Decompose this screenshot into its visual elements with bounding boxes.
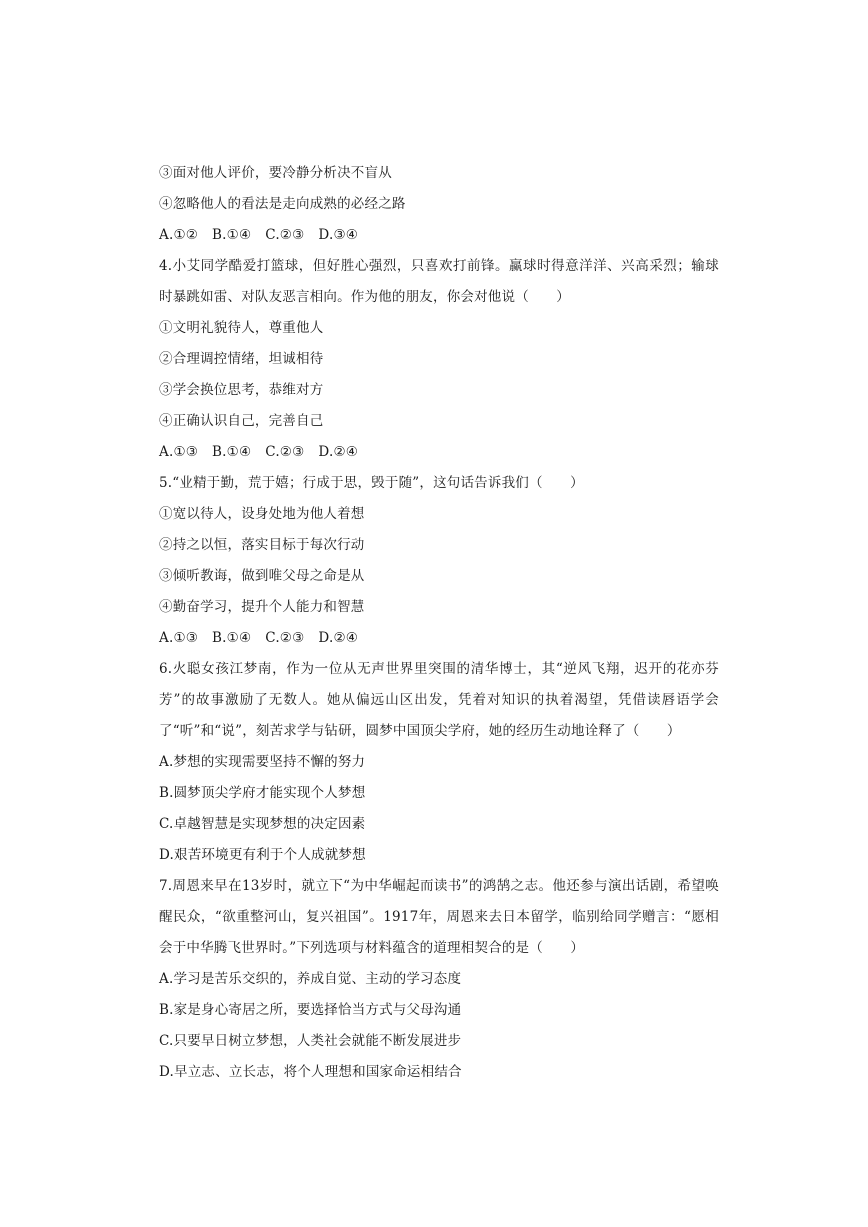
q3-option-d: D.③④ [318,227,359,243]
q7-choice-c: C.只要早日树立梦想，人类社会就能不断发展进步 [159,1033,462,1049]
q5-option-b: B.①④ [212,630,252,646]
q4-item-1: ①文明礼貌待人，尊重他人 [159,320,324,336]
q7-stem: 7.周恩来早在13岁时，就立下“为中华崛起而读书”的鸿鹄之志。他还参与演出话剧，希望唤醒民众，“欲重整河山，复兴祖国”。1917年，周恩来去日本留学，临别给同学赠言：“愿相会于中华腾飞世界时。”下列选项与材料蕴含的道理相契合的是（ ） [159,878,719,956]
q4-option-d: D.②④ [318,444,359,460]
q6-choice-a: A.梦想的实现需要坚持不懈的努力 [159,754,366,770]
q3-option-c: C.②③ [265,227,305,243]
q6-choice-b: B.圆梦顶尖学府才能实现个人梦想 [159,785,366,801]
q3-item-4: ④忽略他人的看法是走向成熟的必经之路 [159,196,406,212]
q3-item-3: ③面对他人评价，要冷静分析决不盲从 [159,165,392,181]
q4-item-3: ③学会换位思考，恭维对方 [159,382,324,398]
q4-item-2: ②合理调控情绪，坦诚相待 [159,351,324,367]
q7-choice-a: A.学习是苦乐交织的，养成自觉、主动的学习态度 [159,971,462,987]
q6-stem: 6.火聪女孩江梦南，作为一位从无声世界里突围的清华博士，其“逆风飞翔，迟开的花亦芬芳”的故事激励了无数人。她从偏远山区出发，凭着对知识的执着渴望，凭借读唇语学会了“听”和“说”，刻苦求学与钻研，圆梦中国顶尖学府，她的经历生动地诠释了（ ） [159,661,719,739]
q5-option-c: C.②③ [265,630,305,646]
q5-option-a: A.①③ [159,630,199,646]
q5-item-3: ③倾听教诲，做到唯父母之命是从 [159,568,365,584]
q4-option-b: B.①④ [212,444,252,460]
q4-options [159,437,719,468]
q5-options [159,623,719,654]
q4-option-a: A.①③ [159,444,199,460]
q6-choice-c: C.卓越智慧是实现梦想的决定因素 [159,816,366,832]
q7-choice-d: D.早立志、立长志，将个人理想和国家命运相结合 [159,1064,462,1080]
q4-option-c: C.②③ [265,444,305,460]
q3-option-a: A.①② [159,227,199,243]
q4-stem: 4.小艾同学酷爱打篮球，但好胜心强烈，只喜欢打前锋。赢球时得意洋洋、兴高采烈；输球时暴跳如雷、对队友恶言相向。作为他的朋友，你会对他说（ ） [159,258,719,305]
q7-choice-b: B.家是身心寄居之所，要选择恰当方式与父母沟通 [159,1002,462,1018]
q6-choice-d: D.艰苦环境更有利于个人成就梦想 [159,847,366,863]
q3-options [159,220,719,251]
q5-option-d: D.②④ [318,630,359,646]
q5-item-1: ①宽以待人，设身处地为他人着想 [159,506,365,522]
q5-stem: 5.“业精于勤，荒于嬉；行成于思，毁于随”，这句话告诉我们（ ） [159,475,584,491]
question-content [159,158,719,1088]
q4-item-4: ④正确认识自己，完善自己 [159,413,324,429]
q3-option-b: B.①④ [212,227,252,243]
q5-item-4: ④勤奋学习，提升个人能力和智慧 [159,599,365,615]
q5-item-2: ②持之以恒，落实目标于每次行动 [159,537,365,553]
